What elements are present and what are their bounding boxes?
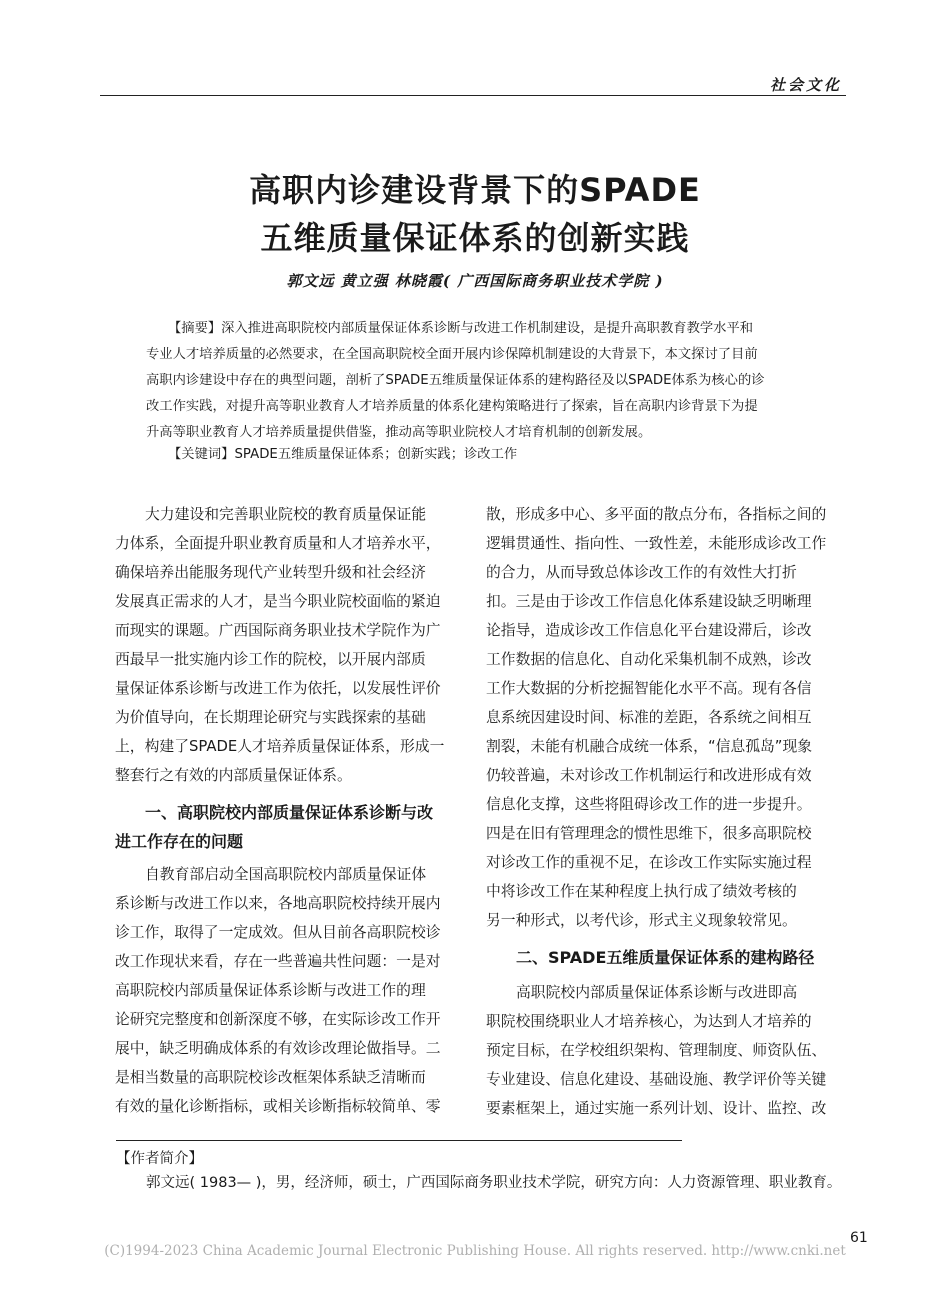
abstract-line: 专业人才培养质量的必然要求，在全国高职院校全面开展内诊保障机制建设的大背景下，本文探讨了目前 — [146, 347, 758, 362]
paragraph-line: 职院校围绕职业人才培养核心，为达到人才培养的 — [486, 1013, 812, 1030]
paragraph-line: 另一种形式，以考代诊，形式主义现象较常见。 — [486, 912, 797, 929]
footnote-text: 郭文远( 1983— )，男，经济师，硕士，广西国际商务职业技术学院，研究方向：人力资源管理、职业教育。 — [146, 1175, 842, 1191]
paragraph-line: 信息化支撑，这些将阻碍诊改工作的进一步提升。 — [486, 796, 812, 813]
section-heading-2: 二、SPADE五维质量保证体系的建构路径 — [516, 948, 815, 967]
paragraph-line: 发展真正需求的人才，是当今职业院校面临的紧迫 — [115, 593, 441, 610]
paragraph-line: 对诊改工作的重视不足，在诊改工作实际实施过程 — [486, 854, 812, 871]
paragraph-line: 割裂，未能有机融合成统一体系，“信息孤岛”现象 — [486, 738, 813, 755]
paragraph-line: 预定目标，在学校组织架构、管理制度、师资队伍、 — [486, 1042, 827, 1059]
paragraph-line: 仍较普遍，未对诊改工作机制运行和改进形成有效 — [486, 767, 812, 784]
page-number: 61 — [850, 1230, 868, 1246]
paragraph-line: 西最早一批实施内诊工作的院校，以开展内部质 — [115, 651, 426, 668]
abstract-line: 升高等职业教育人才培养质量提供借鉴，推动高等职业院校人才培育机制的创新发展。 — [146, 425, 652, 440]
paragraph-line: 为价值导向，在长期理论研究与实践探索的基础 — [115, 709, 426, 726]
paragraph-line: 逻辑贯通性、指向性、一致性差，未能形成诊改工作 — [486, 535, 827, 552]
paragraph-line: 的合力，从而导致总体诊改工作的有效性大打折 — [486, 564, 797, 581]
copyright-watermark: (C)1994-2023 China Academic Journal Electronic Publishing House. All rights reserved. http://www.cnki.net — [104, 1243, 846, 1259]
paragraph-line: 高职院校内部质量保证体系诊断与改进工作的理 — [115, 982, 426, 999]
paragraph-line: 诊工作，取得了一定成效。但从目前各高职院校诊 — [115, 924, 441, 941]
paragraph-line: 自教育部启动全国高职院校内部质量保证体 — [145, 866, 427, 883]
paragraph-line: 息系统因建设时间、标准的差距，各系统之间相互 — [486, 709, 812, 726]
paragraph-line: 量保证体系诊断与改进工作为依托，以发展性评价 — [115, 680, 441, 697]
paragraph-line: 力体系，全面提升职业教育质量和人才培养水平， — [115, 535, 441, 552]
paragraph-line: 论指导，造成诊改工作信息化平台建设滞后，诊改 — [486, 622, 812, 639]
paragraph-line: 系诊断与改进工作以来，各地高职院校持续开展内 — [115, 895, 441, 912]
paragraph-line: 工作大数据的分析挖掘智能化水平不高。现有各信 — [486, 680, 812, 697]
left-column — [115, 500, 470, 1121]
paragraph-line: 是相当数量的高职院校诊改框架体系缺乏清晰而 — [115, 1069, 426, 1086]
article-title-line-2: 五维质量保证体系的创新实践 — [260, 219, 690, 257]
paragraph-line: 整套行之有效的内部质量保证体系。 — [115, 767, 352, 784]
header-rule — [100, 95, 846, 96]
paragraph-line: 扣。三是由于诊改工作信息化体系建设缺乏明晰理 — [486, 593, 812, 610]
paragraph-line: 有效的量化诊断指标，或相关诊断指标较简单、零 — [115, 1098, 441, 1115]
paragraph-line: 工作数据的信息化、自动化采集机制不成熟，诊改 — [486, 651, 812, 668]
paragraph-line: 论研究完整度和创新深度不够，在实际诊改工作开 — [115, 1011, 441, 1028]
section-label: 社会文化 — [769, 76, 842, 94]
paragraph-line: 上，构建了SPADE人才培养质量保证体系，形成一 — [115, 738, 445, 755]
abstract-line: 改工作实践，对提升高等职业教育人才培养质量的体系化建构策略进行了探索，旨在高职内诊背景下为提 — [146, 399, 758, 414]
section-heading-1-cont: 进工作存在的问题 — [115, 832, 244, 851]
footnote-title: 【作者简介】 — [116, 1151, 203, 1167]
paragraph-line: 展中，缺乏明确成体系的有效诊改理论做指导。二 — [115, 1040, 441, 1057]
authors: 郭文远 黄立强 林晓霞( 广西国际商务职业技术学院 ) — [286, 272, 664, 290]
keywords: 【关键词】SPADE五维质量保证体系；创新实践；诊改工作 — [168, 447, 518, 462]
paragraph-line: 改工作现状来看，存在一些普遍共性问题：一是对 — [115, 953, 441, 970]
paragraph-line: 四是在旧有管理理念的惯性思维下，很多高职院校 — [486, 825, 812, 842]
right-column — [486, 500, 844, 1123]
paragraph-line: 要素框架上，通过实施一系列计划、设计、监控、改 — [486, 1100, 827, 1117]
section-heading-1: 一、高职院校内部质量保证体系诊断与改 — [145, 803, 434, 822]
article-title-line-1: 高职内诊建设背景下的SPADE — [249, 171, 701, 209]
paragraph-line: 中将诊改工作在某种程度上执行成了绩效考核的 — [486, 883, 797, 900]
abstract-line: 高职内诊建设中存在的典型问题，剖析了SPADE五维质量保证体系的建构路径及以SPADE体系为核心的诊 — [146, 373, 765, 388]
abstract-line: 【摘要】深入推进高职院校内部质量保证体系诊断与改进工作机制建设，是提升高职教育教学水平和 — [168, 321, 754, 336]
paragraph-line: 确保培养出能服务现代产业转型升级和社会经济 — [115, 564, 426, 581]
paragraph-line: 高职院校内部质量保证体系诊断与改进即高 — [516, 984, 798, 1001]
paragraph-line: 而现实的课题。广西国际商务职业技术学院作为广 — [115, 622, 441, 639]
paragraph-line: 散，形成多中心、多平面的散点分布，各指标之间的 — [486, 506, 827, 523]
paragraph-line: 大力建设和完善职业院校的教育质量保证能 — [145, 506, 427, 523]
paragraph-line: 专业建设、信息化建设、基础设施、教学评价等关键 — [486, 1071, 827, 1088]
footnote-rule — [116, 1140, 682, 1141]
